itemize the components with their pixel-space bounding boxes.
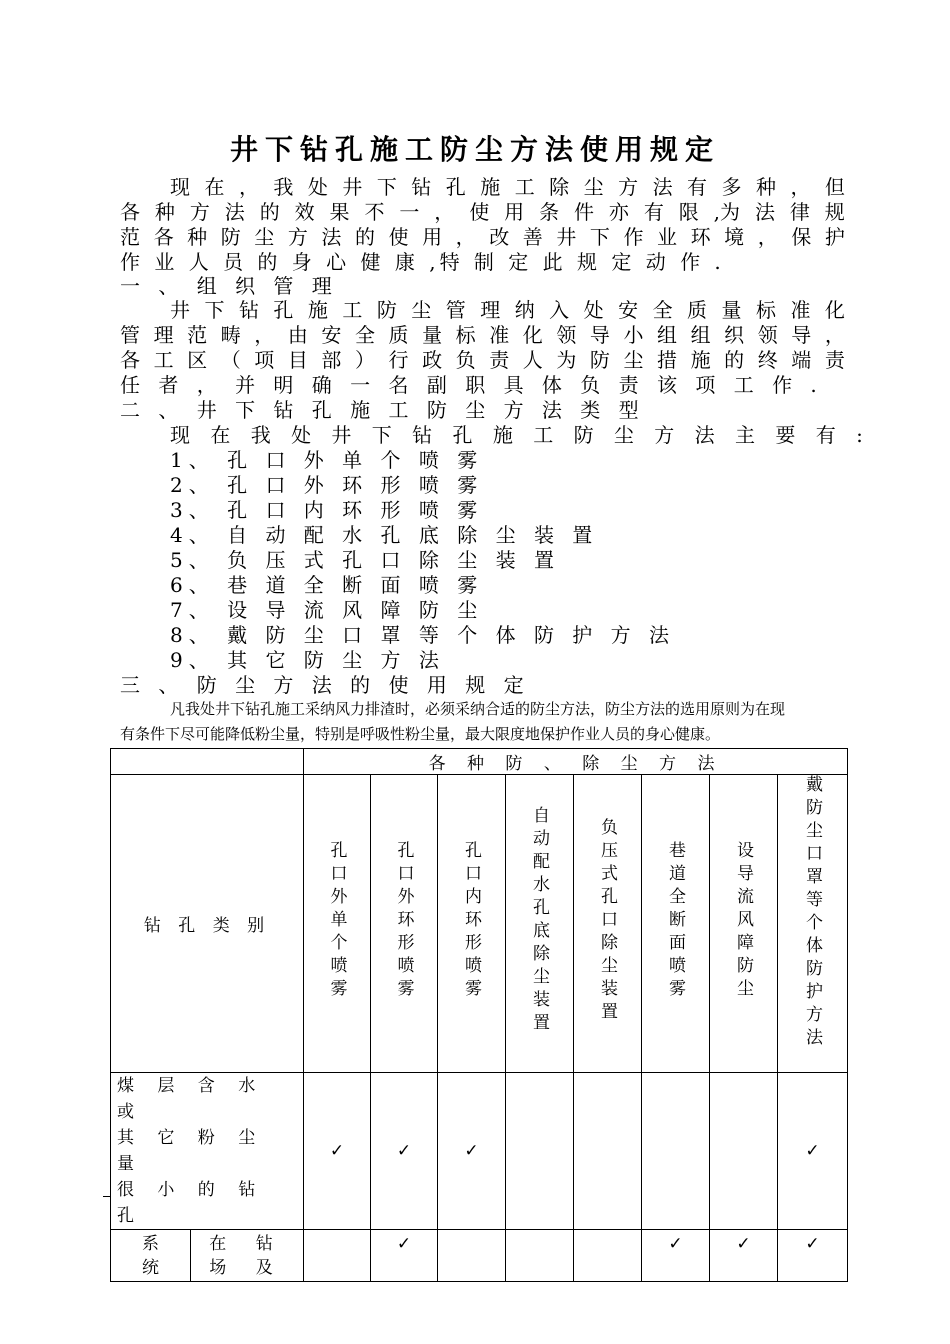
section1-char: 防 <box>376 298 397 322</box>
section1-char: 责 <box>489 348 510 372</box>
method-list-item: 7、 设 导 流 风 障 防 尘 <box>170 598 484 622</box>
check-cell: ✓ <box>778 1073 848 1230</box>
intro-char: 不 <box>364 200 385 224</box>
empty-cell <box>574 1073 642 1230</box>
section1-line-3 <box>120 348 845 373</box>
intro-char: 现 <box>170 175 190 199</box>
section1-char: 导 <box>791 323 812 347</box>
check-cell: ✓ <box>438 1073 506 1230</box>
section1-char: 织 <box>724 323 745 347</box>
section1-char: 理 <box>153 323 174 347</box>
section1-char: 区 <box>187 348 208 372</box>
section1-char: 行 <box>388 348 409 372</box>
intro-char: ,为 <box>713 200 741 224</box>
section1-char: 政 <box>422 348 443 372</box>
intro-char: 环 <box>690 225 711 249</box>
intro-char: 善 <box>522 225 543 249</box>
method-column-header <box>371 775 438 1073</box>
section1-char: 安 <box>321 323 342 347</box>
intro-char: 井 <box>556 225 577 249</box>
method-column-label: 自动配水孔底除尘装置 <box>529 806 549 1036</box>
intro-char: 用 <box>504 200 525 224</box>
intro-char: 法 <box>754 200 775 224</box>
row1-label-line: 煤 层 含 水 或 <box>117 1076 265 1122</box>
intro-char: 工 <box>514 175 535 199</box>
intro-char: 一 <box>399 200 420 224</box>
intro-char: 果 <box>329 200 350 224</box>
intro-line-3 <box>120 225 845 250</box>
empty-cell <box>710 1073 778 1230</box>
section1-char: 终 <box>757 348 778 372</box>
section1-char: 理 <box>480 298 501 322</box>
section1-char: 畴 <box>220 323 241 347</box>
section1-char: 质 <box>388 323 409 347</box>
section1-char: 小 <box>623 323 644 347</box>
section1-char: 处 <box>583 298 604 322</box>
section3-para-line-1: 凡我处井下钻孔施工采纳风力排渣时，必须采纳合适的防尘方法，防尘方法的选用原则为在现 <box>170 700 786 718</box>
table-row <box>111 1073 848 1230</box>
intro-char: 效 <box>294 200 315 224</box>
section1-char: 孔 <box>273 298 294 322</box>
row1-label-line: 很 小 的 钻 孔 <box>117 1180 265 1226</box>
intro-line-4: 作 业 人 员 的 身 心 健 康 ,特 制 定 此 规 定 动 作 . <box>120 250 725 274</box>
method-column-label: 巷道全断面喷雾 <box>665 840 685 1002</box>
table-corner-cell <box>111 749 304 775</box>
method-column-label: 负压式孔口除尘装置 <box>597 817 617 1025</box>
intro-char: 护 <box>824 225 845 249</box>
check-cell: ✓ <box>710 1230 778 1282</box>
section3-para-line-2: 有条件下尽可能降低粉尘量，特别是呼吸性粉尘量，最大限度地保护作业人员的身心健康。 <box>120 725 721 743</box>
intro-char: 法 <box>652 175 673 199</box>
section1-char: 项 <box>254 348 275 372</box>
intro-char: 限 <box>678 200 699 224</box>
method-column-label: 设导流风障防尘 <box>733 840 753 1002</box>
intro-char: 尘 <box>254 225 275 249</box>
method-table <box>110 748 848 1282</box>
intro-char: 使 <box>469 200 490 224</box>
intro-char: 处 <box>307 175 328 199</box>
intro-char: 件 <box>573 200 594 224</box>
section1-char: 全 <box>354 323 375 347</box>
method-list-item: 6、 巷 道 全 断 面 喷 雾 <box>170 573 484 597</box>
section2-lead: 现 在 我 处 井 下 钻 孔 施 工 防 尘 方 法 主 要 有 : <box>170 423 870 447</box>
method-column-header <box>710 775 778 1073</box>
section1-char: 范 <box>187 323 208 347</box>
intro-char: ， <box>455 225 476 249</box>
section1-char: 负 <box>455 348 476 372</box>
intro-char: 多 <box>721 175 742 199</box>
section1-char: 领 <box>556 323 577 347</box>
intro-char: 的 <box>354 225 375 249</box>
intro-char: 有 <box>643 200 664 224</box>
intro-char: 范 <box>120 225 140 249</box>
empty-cell <box>304 1230 371 1282</box>
intro-char: 钻 <box>411 175 432 199</box>
section1-char: 的 <box>724 348 745 372</box>
section1-char: 化 <box>824 298 845 322</box>
method-column-header <box>642 775 710 1073</box>
table-row <box>111 1230 848 1282</box>
section1-char: 各 <box>120 348 140 372</box>
section3-heading: 三 、 防 尘 方 法 的 使 用 规 定 <box>120 673 530 697</box>
intro-char: 但 <box>824 175 845 199</box>
method-list-item: 2、 孔 口 外 环 形 喷 雾 <box>170 473 484 497</box>
section1-char: 部 <box>321 348 342 372</box>
section1-char: 管 <box>120 323 140 347</box>
method-list-item: 5、 负 压 式 孔 口 除 尘 装 置 <box>170 548 560 572</box>
method-list-item: 1、 孔 口 外 单 个 喷 雾 <box>170 448 484 472</box>
intro-char: 我 <box>273 175 294 199</box>
method-list-item: 4、 自 动 配 水 孔 底 除 尘 装 置 <box>170 523 599 547</box>
section1-char: 组 <box>690 323 711 347</box>
intro-char: 保 <box>791 225 812 249</box>
intro-char: 使 <box>388 225 409 249</box>
section1-char: 管 <box>445 298 466 322</box>
intro-char: 种 <box>755 175 776 199</box>
section1-char: 端 <box>791 348 812 372</box>
method-column-header <box>438 775 506 1073</box>
intro-char: 井 <box>342 175 363 199</box>
intro-char: 方 <box>618 175 639 199</box>
method-column-label: 戴防尘口罩等个体防护方法 <box>802 775 823 1051</box>
section1-char: 钻 <box>238 298 259 322</box>
section1-char: 量 <box>422 323 443 347</box>
section1-char: 标 <box>755 298 776 322</box>
footer-rule <box>103 1196 111 1197</box>
section1-char: 标 <box>455 323 476 347</box>
section1-char: 工 <box>153 348 174 372</box>
section1-heading: 一 、 组 织 管 理 <box>120 274 338 298</box>
intro-char: 施 <box>480 175 501 199</box>
section1-char: 下 <box>204 298 225 322</box>
intro-char: 的 <box>259 200 280 224</box>
section1-char: ） <box>354 348 375 372</box>
intro-char: 改 <box>489 225 510 249</box>
row1-label-line: 其 它 粉 尘 量 <box>117 1128 265 1174</box>
section1-char: 工 <box>342 298 363 322</box>
row2-label-line: 统 <box>142 1258 159 1278</box>
check-cell: ✓ <box>371 1230 438 1282</box>
intro-char: 尘 <box>583 175 604 199</box>
row2-label-line: 场 及 <box>209 1258 285 1278</box>
method-list-item: 9、 其 它 防 尘 方 法 <box>170 648 445 672</box>
row2-label-a <box>111 1230 191 1282</box>
empty-cell <box>506 1230 574 1282</box>
section1-char: 全 <box>652 298 673 322</box>
table-group-header: 各 种 防 、 除 尘 方 法 <box>304 749 848 775</box>
section1-char: 量 <box>721 298 742 322</box>
section1-char: 质 <box>687 298 708 322</box>
intro-char: 条 <box>539 200 560 224</box>
intro-char: 作 <box>623 225 644 249</box>
empty-cell <box>506 1073 574 1230</box>
section1-char: 为 <box>556 348 577 372</box>
intro-char: 规 <box>824 200 845 224</box>
row2-label-line: 系 <box>142 1234 159 1254</box>
intro-char: 下 <box>376 175 397 199</box>
method-column-label: 孔口内环形喷雾 <box>461 840 481 1002</box>
intro-char: 各 <box>120 200 140 224</box>
intro-char: 方 <box>189 200 210 224</box>
section1-char: 措 <box>657 348 677 372</box>
section1-char: 领 <box>757 323 778 347</box>
intro-char: ， <box>434 200 455 224</box>
section1-char: 入 <box>549 298 570 322</box>
intro-char: 种 <box>187 225 208 249</box>
section1-char: 准 <box>489 323 510 347</box>
intro-char: 种 <box>154 200 175 224</box>
section1-char: 施 <box>690 348 711 372</box>
intro-char: 除 <box>549 175 570 199</box>
method-column-header <box>506 775 574 1073</box>
section1-char: 导 <box>589 323 610 347</box>
empty-cell <box>642 1073 710 1230</box>
intro-char: 业 <box>657 225 677 249</box>
intro-char: 境 <box>724 225 745 249</box>
section1-line-4: 任 者 ， 并 明 确 一 名 副 职 具 体 负 责 该 项 工 作 . <box>120 373 823 397</box>
intro-char: 亦 <box>608 200 629 224</box>
section1-char: ， <box>824 323 845 347</box>
intro-line-2 <box>120 200 845 225</box>
intro-char: ， <box>238 175 259 199</box>
intro-char: 法 <box>224 200 245 224</box>
check-cell: ✓ <box>304 1073 371 1230</box>
section1-char: 尘 <box>623 348 644 372</box>
method-header-row <box>111 775 848 1073</box>
intro-char: 下 <box>589 225 610 249</box>
intro-char: 在 <box>204 175 225 199</box>
intro-line-1 <box>120 175 845 200</box>
intro-char: 律 <box>789 200 810 224</box>
check-cell: ✓ <box>371 1073 438 1230</box>
row2-label-b <box>191 1230 304 1282</box>
intro-char: 各 <box>153 225 174 249</box>
intro-char: 用 <box>422 225 443 249</box>
intro-char: 有 <box>687 175 708 199</box>
row1-label <box>111 1073 304 1230</box>
section1-char: 纳 <box>514 298 535 322</box>
method-list-item: 3、 孔 口 内 环 形 喷 雾 <box>170 498 484 522</box>
check-cell: ✓ <box>642 1230 710 1282</box>
method-column-label: 孔口外环形喷雾 <box>393 840 414 1002</box>
section2-heading: 二 、 井 下 钻 孔 施 工 防 尘 方 法 类 型 <box>120 398 645 422</box>
section1-char: 责 <box>824 348 845 372</box>
intro-char: 防 <box>220 225 241 249</box>
section1-char: 由 <box>287 323 308 347</box>
section1-char: 尘 <box>411 298 432 322</box>
row2-label-line: 在 钻 <box>209 1234 285 1254</box>
method-list-item: 8、 戴 防 尘 口 罩 等 个 体 防 护 方 法 <box>170 623 676 647</box>
section1-char: 防 <box>589 348 610 372</box>
section1-char: 目 <box>287 348 308 372</box>
section1-char: 施 <box>307 298 328 322</box>
empty-cell <box>574 1230 642 1282</box>
intro-char: ， <box>790 175 811 199</box>
check-cell: ✓ <box>778 1230 848 1282</box>
section1-char: 安 <box>618 298 639 322</box>
section1-char: 组 <box>657 323 677 347</box>
row-category-header: 钻 孔 类 别 <box>111 775 304 1073</box>
section1-line-1 <box>120 298 845 323</box>
section1-char: 人 <box>522 348 543 372</box>
method-column-header <box>574 775 642 1073</box>
section1-char: 井 <box>170 298 190 322</box>
document-title: 井下钻孔施工防尘方法使用规定 <box>229 133 720 166</box>
section1-char: ， <box>254 323 275 347</box>
section1-char: （ <box>220 348 241 372</box>
section1-line-2 <box>120 323 845 348</box>
intro-char: 方 <box>287 225 308 249</box>
empty-cell <box>438 1230 506 1282</box>
method-column-label: 孔口外单个喷雾 <box>326 840 347 1002</box>
method-column-header <box>304 775 371 1073</box>
section1-char: 化 <box>522 323 543 347</box>
intro-char: ， <box>757 225 778 249</box>
intro-char: 法 <box>321 225 342 249</box>
section1-char: 准 <box>790 298 811 322</box>
method-column-header <box>778 775 848 1073</box>
intro-char: 孔 <box>445 175 466 199</box>
